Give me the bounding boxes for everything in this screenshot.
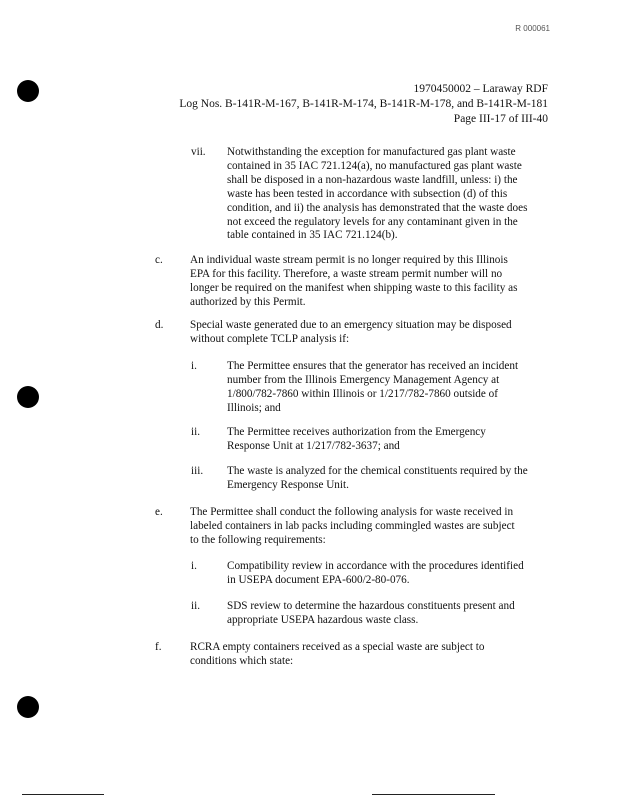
text-line: The Permittee receives authorization from the Emergency xyxy=(227,426,486,438)
header-page-number: Page III-17 of III-40 xyxy=(453,113,548,125)
punch-hole-bottom xyxy=(17,696,39,718)
text-line: Compatibility review in accordance with the procedures identified xyxy=(227,560,524,572)
item-d-ii-label: ii. xyxy=(191,426,201,438)
item-e-text xyxy=(190,506,562,548)
item-vii-label: vii. xyxy=(191,146,206,158)
text-line: 1/800/782-7860 within Illinois or 1/217/782-7860 outside of xyxy=(227,387,498,400)
item-c-text xyxy=(190,254,562,310)
text-line: The waste is analyzed for the chemical constituents required by the xyxy=(227,465,528,477)
item-d-text xyxy=(190,319,562,347)
item-e-ii-label: ii. xyxy=(191,600,201,612)
text-line: An individual waste stream permit is no longer required by this Illinois xyxy=(190,254,508,266)
text-line: appropriate USEPA hazardous waste class. xyxy=(227,613,419,626)
item-f-label: f. xyxy=(155,641,162,653)
text-line: The Permittee ensures that the generator has received an incident xyxy=(227,360,519,372)
item-e-i-label: i. xyxy=(191,560,197,572)
text-line: RCRA empty containers received as a special waste are subject to xyxy=(190,641,485,653)
text-line: shall be disposed in a non-hazardous waste landfill, unless: i) the xyxy=(227,173,518,186)
item-d-i-label: i. xyxy=(191,360,197,372)
text-line: Special waste generated due to an emergency situation may be disposed xyxy=(190,319,512,331)
text-line: EPA for this facility. Therefore, a waste stream permit number will no xyxy=(190,267,503,280)
text-line: to the following requirements: xyxy=(190,533,326,546)
bates-number: R 000061 xyxy=(515,24,550,33)
text-line: SDS review to determine the hazardous constituents present and xyxy=(227,600,515,612)
item-d-label: d. xyxy=(155,319,164,331)
text-line: longer be required on the manifest when shipping waste to this facility as xyxy=(190,281,518,294)
footer-rule-right xyxy=(372,794,495,795)
text-line: labeled containers in lab packs including commingled wastes are subject xyxy=(190,519,515,532)
text-line: Emergency Response Unit. xyxy=(227,478,349,491)
item-e-i-text xyxy=(227,560,562,588)
punch-hole-middle xyxy=(17,386,39,408)
item-d-iii-label: iii. xyxy=(191,465,204,477)
text-line: authorized by this Permit. xyxy=(190,295,306,308)
footer-rule-left xyxy=(22,794,104,795)
page-header xyxy=(179,82,548,127)
punch-hole-top xyxy=(17,80,39,102)
text-line: table contained in 35 IAC 721.124(b). xyxy=(227,229,398,242)
text-line: The Permittee shall conduct the following analysis for waste received in xyxy=(190,506,514,518)
item-vii-text xyxy=(227,146,562,243)
text-line: Notwithstanding the exception for manufactured gas plant waste xyxy=(227,146,516,158)
text-line: without complete TCLP analysis if: xyxy=(190,332,350,345)
item-e-ii-text xyxy=(227,600,562,628)
text-line: condition, and ii) the analysis has demonstrated that the waste does xyxy=(227,201,528,214)
item-f-text xyxy=(190,641,562,669)
text-line: in USEPA document EPA-600/2-80-076. xyxy=(227,573,410,586)
item-e-label: e. xyxy=(155,506,163,518)
item-c-label: c. xyxy=(155,254,163,266)
header-permit-line: 1970450002 – Laraway RDF xyxy=(413,83,548,95)
text-line: conditions which state: xyxy=(190,654,294,667)
item-d-ii-text xyxy=(227,426,562,454)
text-line: Illinois; and xyxy=(227,401,281,414)
text-line: number from the Illinois Emergency Management Agency at xyxy=(227,373,500,386)
text-line: Response Unit at 1/217/782-3637; and xyxy=(227,439,400,452)
text-line: not exceed the regulatory levels for any contaminant given in the xyxy=(227,215,518,228)
item-d-i-text xyxy=(227,360,562,416)
item-d-iii-text xyxy=(227,465,562,493)
text-line: waste has been tested in accordance with subsection (d) of this xyxy=(227,187,508,200)
header-log-numbers: Log Nos. B-141R-M-167, B-141R-M-174, B-141R-M-178, and B-141R-M-181 xyxy=(179,98,548,110)
text-line: contained in 35 IAC 721.124(a), no manufactured gas plant waste xyxy=(227,159,522,172)
